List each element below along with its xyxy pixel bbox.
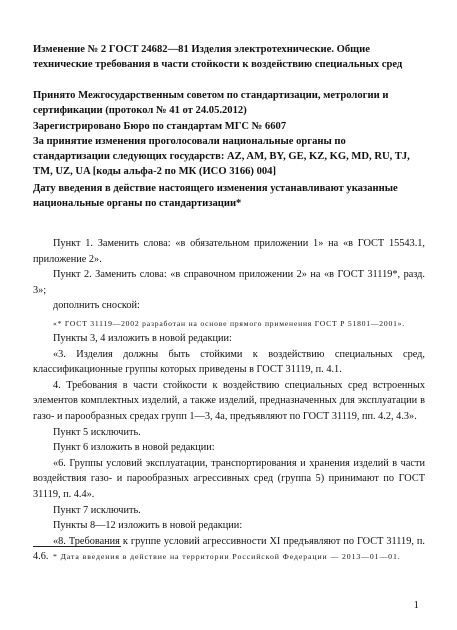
paragraph-clause-4: 4. Требования в части стойкости к воздействию специальных сред встроенных элементов комплектных изделий, а также изделий, предназначенных для эксплуатации в газо- и парообразных средах групп 1—3, 4а, предъявляют по ГОСТ 31119, пп. 4.2, 4.3».: [33, 379, 425, 422]
page-number: 1: [413, 599, 419, 611]
amendment-title: Изменение № 2 ГОСТ 24682—81 Изделия электротехнические. Общие технические требования в части стойкости к воздействию специальных сред: [33, 44, 403, 70]
footnote: * Дата введения в действие на территории Российской Федерации — 2013—01—01.: [53, 552, 401, 561]
paragraph-item-5: Пункт 5 исключить.: [53, 426, 141, 438]
paragraph-clause-8: «8. Требования к группе условий агрессивности XI предъявляют по ГОСТ 31119, п. 4.6.: [33, 535, 425, 563]
voting-statement: За принятие изменения проголосовали национальные органы по стандартизации следующих государств: AZ, AM, BY, GE, KZ, KG, MD, RU, TJ, TM, UZ, UA [коды альфа-2 по МК (ИСО 3166) 004]: [33, 136, 410, 177]
paragraph-clause-6: «6. Группы условий эксплуатации, транспортирования и хранения изделий в части воздействия газо- и парообразных агрессивных сред (группа 5) принимают по ГОСТ 31119, п. 4.4».: [33, 457, 425, 500]
inserted-footnote-text: «* ГОСТ 31119—2002 разработан на основе прямого применения ГОСТ Р 51801—2001».: [53, 318, 405, 328]
paragraph-clause-3: «3. Изделия должны быть стойкими к воздействию специальных сред, классификационные группы которых приведены в ГОСТ 31119, п. 4.1.: [33, 348, 425, 376]
paragraph-items-8-12: Пункты 8—12 изложить в новой редакции:: [53, 520, 243, 532]
paragraph-item-6: Пункт 6 изложить в новой редакции:: [53, 442, 215, 454]
effective-date-statement: Дату введения в действие настоящего изменения устанавливают указанные национальные органы по стандартизации*: [33, 183, 398, 209]
registration-statement: Зарегистрировано Бюро по стандартам МГС № 6607: [33, 121, 287, 132]
footnote-divider: [33, 546, 121, 547]
paragraph-item-1: Пункт 1. Заменить слова: «в обязательном приложении 1» на «в ГОСТ 15543.1, приложение 2».: [33, 238, 425, 265]
paragraph-add-footnote: дополнить сноской:: [53, 300, 140, 312]
paragraph-item-2: Пункт 2. Заменить слова: «в справочном приложении 2» на «в ГОСТ 31119*, разд. 3»;: [33, 269, 425, 296]
adoption-statement: Принято Межгосударственным советом по стандартизации, метрологии и сертификации (протокол № 41 от 24.05.2012): [33, 90, 389, 116]
paragraph-item-7: Пункт 7 исключить.: [53, 504, 141, 516]
amendment-body: [33, 236, 425, 565]
paragraph-items-3-4: Пункты 3, 4 изложить в новой редакции:: [53, 332, 232, 344]
